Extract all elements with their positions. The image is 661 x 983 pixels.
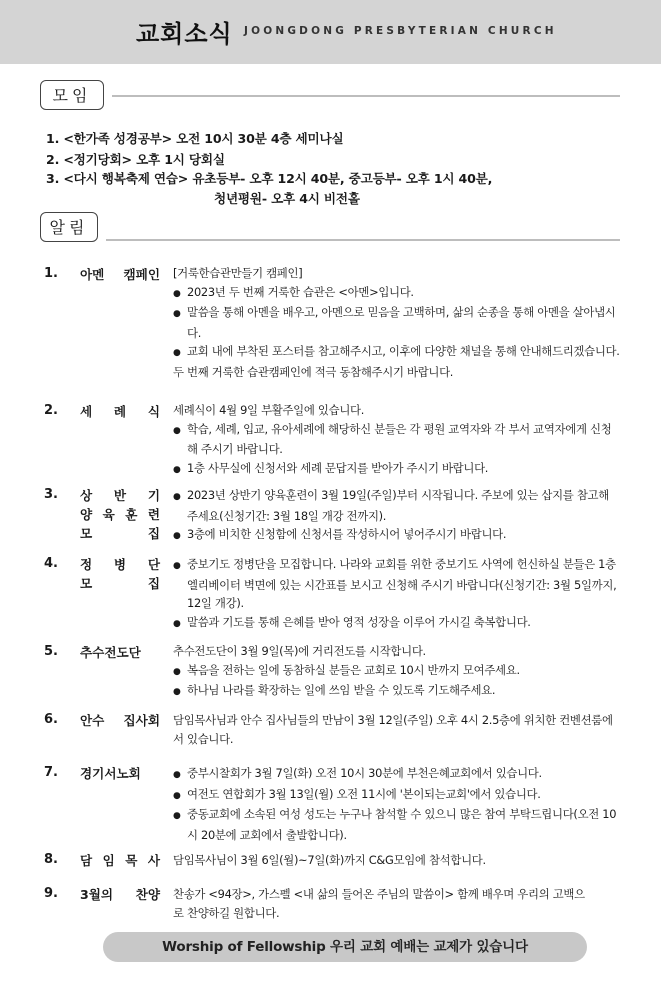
notice-number: 8. xyxy=(44,852,58,867)
notice-title-line: 상 반 기 xyxy=(80,488,160,503)
notices-divider xyxy=(106,239,620,241)
meetings-heading: 모임 xyxy=(40,80,104,110)
notice-title: 아멘 캠페인 xyxy=(80,267,160,282)
meeting-item-3-continued: 청년평원- 오후 4시 비전홀 xyxy=(214,191,360,206)
notice-body xyxy=(173,555,621,633)
notice-body xyxy=(173,711,613,748)
page-title: 교회소식 xyxy=(136,20,233,48)
notice-title-line: 모 집 xyxy=(80,576,160,591)
footer-banner: Worship of Fellowship 우리 교회 예배는 교제가 있습니다 xyxy=(103,932,587,962)
notice-number: 5. xyxy=(44,644,58,659)
notice-title: 담 임 목 사 xyxy=(80,853,160,868)
notice-bullet: ● 학습, 세례, 입교, 유아세례에 해당하신 분들은 각 평원 교역자와 각 부서 교역자에게 신청해 주시기 바랍니다. xyxy=(173,420,621,459)
meeting-item-3: 3. <다시 행복축제 연습> 유초등부- 오후 12시 40분, 중고등부- 오후 1시 40분, xyxy=(46,171,493,186)
header-banner xyxy=(0,0,661,64)
notices-heading: 알림 xyxy=(40,212,98,242)
notice-bullet: ● 교회 내에 부착된 포스터를 참고해주시고, 이후에 다양한 채널을 통해 안내해드리겠습니다. xyxy=(173,342,621,363)
notice-bullet: ● 여전도 연합회가 3월 13일(월) 오전 11시에 '본이되는교회'에서 있습니다. xyxy=(173,785,621,806)
notice-bullet: ● 1층 사무실에 신청서와 세례 문답지를 받아가 주시기 바랍니다. xyxy=(173,459,621,480)
notice-bullet: ● 3층에 비치한 신청함에 신청서를 작성하시어 넣어주시기 바랍니다. xyxy=(173,525,621,546)
notice-line: 세례식이 4월 9일 부활주일에 있습니다. xyxy=(173,403,365,417)
notice-line: 추수전도단이 3월 9일(목)에 거리전도를 시작합니다. xyxy=(173,644,426,658)
notice-bullet: ● 중보기도 정병단을 모집합니다. 나라와 교회를 위한 중보기도 사역에 헌신하실 분들은 1층 엘리베이터 벽면에 있는 시간표를 보시고 신청해 주시기 바랍니다(신청기간: 3월 5일까지, 12일 개강). xyxy=(173,555,621,613)
notice-number: 9. xyxy=(44,886,58,901)
notice-number: 2. xyxy=(44,403,58,418)
notice-body xyxy=(173,264,621,381)
notice-bullet: ● 2023년 상반기 양육훈련이 3월 19일(주일)부터 시작됩니다. 주보에 있는 삽지를 참고해 주세요(신청기간: 3월 18일 개강 전까지). xyxy=(173,486,621,525)
notice-body xyxy=(173,642,621,702)
notice-bullet: ● 중동교회에 소속된 여성 성도는 누구나 참석할 수 있으니 많은 참여 부탁드립니다(오전 10시 20분에 교회에서 출발합니다). xyxy=(173,805,621,844)
notice-title: 3월의 찬양 xyxy=(80,887,160,902)
notice-line: [거룩한습관만들기 캠페인] xyxy=(173,266,303,280)
notice-number: 6. xyxy=(44,712,58,727)
notice-line: 두 번째 거룩한 습관캠페인에 적극 동참해주시기 바랍니다. xyxy=(173,364,454,379)
notice-body xyxy=(173,401,621,479)
notice-title: 추수전도단 xyxy=(80,645,141,660)
notice-title: 안수 집사회 xyxy=(80,713,160,728)
notice-line: 찬송가 <94장>, 가스펠 <내 삶의 들어온 주님의 말씀이> 함께 배우며 우리의 고백으로 찬양하길 원합니다. xyxy=(173,887,585,920)
notice-number: 1. xyxy=(44,266,58,281)
notice-bullet: ● 하나님 나라를 확장하는 일에 쓰임 받을 수 있도록 기도해주세요. xyxy=(173,681,621,702)
notice-body xyxy=(173,851,621,870)
meeting-item-2: 2. <정기당회> 오후 1시 당회실 xyxy=(46,152,225,167)
notice-line: 담임목사님이 3월 6일(월)~7일(화)까지 C&G모임에 참석합니다. xyxy=(173,853,486,867)
notice-bullet: ● 말씀과 기도를 통해 은혜를 받아 영적 성장을 이루어 가시길 축복합니다. xyxy=(173,613,621,634)
notice-number: 7. xyxy=(44,765,58,780)
notice-bullet: ● 복음을 전하는 일에 동참하실 분들은 교회로 10시 반까지 모여주세요. xyxy=(173,661,621,682)
notice-bullet: ● 중부시찰회가 3월 7일(화) 오전 10시 30분에 부천은혜교회에서 있습니다. xyxy=(173,764,621,785)
notice-title-line: 정 병 단 xyxy=(80,557,160,572)
notice-number: 4. xyxy=(44,556,58,571)
notice-title: 경기서노회 xyxy=(80,766,141,781)
notice-title-line: 모 집 xyxy=(80,526,160,541)
notice-bullet: ● 2023년 두 번째 거룩한 습관은 <아멘>입니다. xyxy=(173,283,621,304)
notice-bullet: ● 말씀을 통해 아멘을 배우고, 아멘으로 믿음을 고백하며, 삶의 순종을 통해 아멘을 살아냅시다. xyxy=(173,303,621,342)
meetings-divider xyxy=(112,95,620,97)
church-name: JOONGDONG PRESBYTERIAN CHURCH xyxy=(244,25,557,37)
notice-body xyxy=(173,764,621,844)
notice-title: 세 례 식 xyxy=(80,404,160,419)
notice-body xyxy=(173,885,593,922)
notice-title-line: 양 육 훈 련 xyxy=(80,507,160,522)
notice-number: 3. xyxy=(44,487,58,502)
notice-line: 담임목사님과 안수 집사님들의 만남이 3월 12일(주일) 오후 4시 2.5층에 위치한 컨벤션룸에서 있습니다. xyxy=(173,713,613,746)
notice-body xyxy=(173,486,621,546)
meeting-item-1: 1. <한가족 성경공부> 오전 10시 30분 4층 세미나실 xyxy=(46,131,344,146)
